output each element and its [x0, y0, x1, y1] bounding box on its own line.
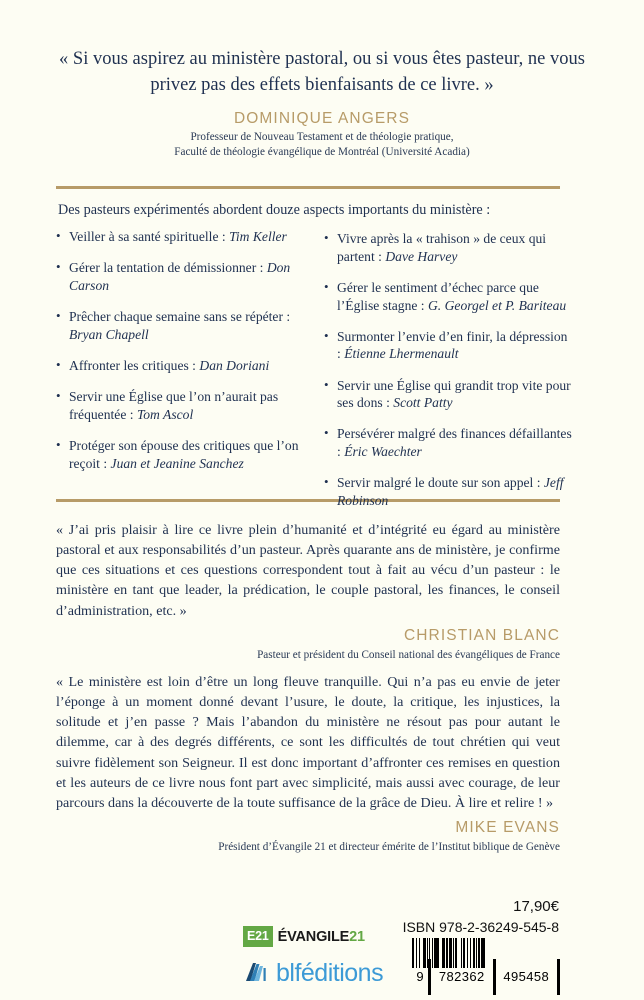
- divider-top: [56, 186, 560, 189]
- list-item: [56, 388, 306, 423]
- list-item-author: Étienne Lhermenault: [344, 346, 459, 362]
- bullet-icon: •: [324, 474, 329, 490]
- bullet-icon: •: [56, 356, 61, 372]
- price-label: 17,90€: [513, 898, 559, 915]
- testimonial-author-name: CHRISTIAN BLANC: [403, 626, 560, 644]
- evangile21-logo: [243, 925, 403, 948]
- publisher-logos: [243, 925, 403, 986]
- bullet-icon: •: [56, 259, 61, 275]
- list-item-author: Tom Ascol: [136, 406, 194, 422]
- bullet-icon: •: [324, 376, 329, 392]
- list-item-author: Jeff Robinson: [337, 475, 564, 508]
- barcode-digits: [412, 968, 560, 985]
- list-item-topic: Servir malgré le doute sur son appel :: [337, 475, 544, 491]
- testimonial-author-name: MIKE EVANS: [455, 818, 560, 836]
- list-item-topic: Veiller à sa santé spirituelle :: [69, 229, 230, 244]
- bullet-icon: •: [324, 278, 329, 294]
- list-item: [56, 437, 306, 472]
- list-item-text: [69, 228, 306, 246]
- list-item-text: [337, 425, 574, 460]
- list-item: [56, 308, 306, 343]
- list-item-topic: Affronter les critiques :: [69, 357, 200, 373]
- bullet-icon: •: [56, 388, 61, 404]
- top-endorser-name: DOMINIQUE ANGERS: [233, 110, 411, 127]
- list-item-topic: Protéger son épouse des critiques que l’on reçoit :: [69, 437, 299, 471]
- barcode-guard-icon: [557, 959, 560, 995]
- bullet-icon: •: [56, 436, 61, 452]
- list-item: [324, 425, 574, 460]
- list-item: [324, 279, 574, 314]
- list-item-text: [69, 388, 306, 423]
- list-item-author: Éric Waechter: [344, 444, 422, 460]
- list-item-text: [69, 259, 306, 294]
- bullet-icon: •: [324, 327, 329, 343]
- bullet-icon: •: [56, 308, 61, 324]
- testimonial-author-role: Pasteur et président du Conseil national des évangéliques de France: [257, 648, 560, 661]
- testimonial-author-role: Président d’Évangile 21 et directeur émérite de l’Institut biblique de Genève: [218, 841, 560, 854]
- bullet-icon: •: [324, 230, 329, 245]
- list-item-author: Scott Patty: [393, 395, 453, 411]
- barcode-digits-right: 495458: [503, 969, 550, 984]
- list-item-author: Juan et Jeanine Sanchez: [110, 455, 244, 471]
- list-item: [324, 474, 574, 509]
- contents-columns: [56, 228, 576, 523]
- list-item: [56, 357, 306, 375]
- list-item-text: [337, 279, 574, 314]
- list-item-topic: Surmonter l’envie d’en finir, la dépression :: [337, 328, 568, 362]
- list-item-topic: Vivre après la « trahison » de ceux qui partent :: [337, 231, 547, 264]
- bullet-icon: •: [56, 228, 61, 243]
- e21-wordmark: [278, 929, 365, 945]
- testimonial-block: [56, 672, 560, 855]
- list-item-topic: Prêcher chaque semaine sans se répéter :: [69, 309, 291, 325]
- blf-wordmark: blféditions: [276, 958, 384, 987]
- contents-column-right: [324, 228, 574, 523]
- list-item-author: Don Carson: [69, 260, 291, 293]
- list-item-author: G. Georgel et P. Bariteau: [427, 297, 567, 313]
- list-item-author: Dave Harvey: [385, 248, 458, 264]
- list-item: [56, 259, 306, 294]
- testimonial-block: [56, 520, 560, 663]
- list-item: [324, 328, 574, 363]
- list-item-topic: Gérer la tentation de démissionner :: [69, 260, 267, 276]
- list-item-text: [69, 357, 306, 375]
- list-item-text: [69, 437, 306, 472]
- contents-intro: Des pasteurs expérimentés abordent douze aspects importants du ministère :: [58, 202, 491, 218]
- isbn-label: ISBN 978-2-36249-545-8: [402, 919, 559, 935]
- barcode-digit-left: 9: [416, 969, 424, 984]
- top-endorser-role-line1: Professeur de Nouveau Testament et de théologie pratique,: [190, 131, 454, 143]
- list-item-author: Tim Keller: [229, 229, 287, 244]
- isbn-barcode: [412, 938, 560, 985]
- list-item-text: [69, 308, 306, 343]
- bullet-icon: •: [324, 425, 329, 441]
- testimonial-quote: « J’ai pris plaisir à lire ce livre plein d’humanité et d’intégrité eu égard au ministère pastoral et aux responsabilités d’un pasteur. Après quarante ans de ministère, je confirme que ces situations et ces questions correspondent tout à fait au vécu d’un pasteur : le ministère en tant que leader, la prédication, le couple pastoral, les finances, le conseil d’administration, etc. »: [56, 522, 560, 619]
- testimonial-quote: « Le ministère est loin d’être un long fleuve tranquille. Qui n’a pas eu envie de jeter l’éponge à un moment donné devant l’usure, le doute, la critique, les injustices, la solitude et j’en passe ? Mais l’abandon du ministère ne résout pas pour autant le dilemme, car à des degrés différents, ce sont les difficultés de tout chrétien qui veut suivre fidèlement son Seigneur. Il est donc important d’affronter ces remises en question et les auteurs de ce livre nous font part avec simplicité, mais aussi avec courage, de leur parcours dans la découverte de la toute suffisance de la grâce de Dieu. À lire et relire ! »: [56, 674, 560, 811]
- e21-wordmark-text: ÉVANGILE: [277, 928, 350, 945]
- blf-pages-icon: [243, 960, 269, 986]
- top-endorser-role: [0, 130, 644, 160]
- list-item-topic: Persévérer malgré des finances défaillantes :: [337, 426, 572, 460]
- top-endorser-role-line2: Faculté de théologie évangélique de Montréal (Université Acadia): [174, 146, 470, 159]
- barcode-digits-mid: 782362: [438, 969, 485, 984]
- contents-column-left: [56, 228, 306, 523]
- list-item: [56, 228, 306, 246]
- e21-badge-icon: E21: [243, 926, 273, 947]
- list-item-text: [337, 377, 574, 412]
- list-item-topic: Servir une Église que l’on n’aurait pas fréquentée :: [69, 389, 279, 422]
- list-item-author: Bryan Chapell: [69, 326, 149, 342]
- list-item: [324, 377, 574, 412]
- list-item-text: [337, 230, 574, 265]
- list-item: [324, 230, 574, 265]
- blf-editions-logo: [243, 960, 403, 986]
- list-item-text: [337, 474, 574, 509]
- top-endorsement-quote: « Si vous aspirez au ministère pastoral, ou si vous êtes pasteur, ne vous privez pas des effets bienfaisants de ce livre. »: [59, 49, 585, 96]
- list-item-text: [337, 328, 574, 363]
- e21-wordmark-number: 21: [349, 928, 365, 945]
- list-item-author: Dan Doriani: [199, 357, 270, 373]
- list-item-topic: Servir une Église qui grandit trop vite pour ses dons :: [337, 377, 571, 411]
- list-item-topic: Gérer le sentiment d’échec parce que l’Église stagne :: [337, 279, 539, 313]
